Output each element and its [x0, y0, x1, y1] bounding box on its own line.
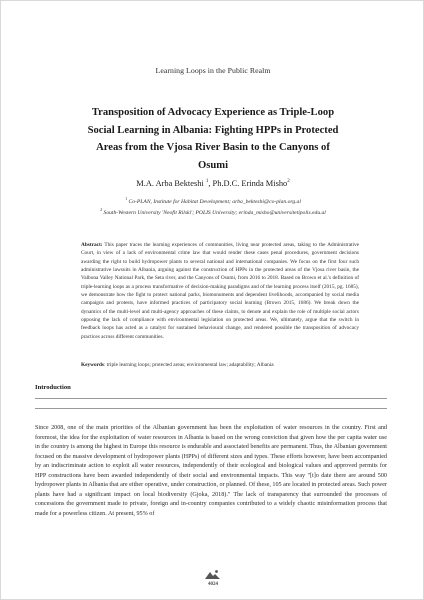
- affiliation-1: [1, 195, 424, 206]
- affiliation-1-text: Co-PLAN, Institute for Habitat Development; arba_bekteshi@co-plan.org.al: [128, 198, 301, 205]
- conference-logo-icon: [204, 569, 221, 580]
- author-2-superscript: 2: [287, 179, 290, 185]
- running-head: Learning Loops in the Public Realm: [155, 66, 271, 75]
- author-name-2: Ph.D.C. Erinda Misho: [212, 179, 288, 188]
- section-rule-bottom: [35, 408, 387, 409]
- keywords-text: : triple learning loops; protected areas; environmental law; adaptability; Albania: [103, 362, 274, 368]
- affiliation-2: [1, 206, 424, 217]
- author-separator: ,: [208, 179, 213, 188]
- introduction-paragraph: Since 2008, one of the main priorities of the Albanian government has been the exploitation of water resources in the country. First and foremost, the idea for the exploitation of water resources in Albania is based on the wrong conviction that given how the per capita water use in the country is among the highest in Europe this resource is endurable and associated benefits are permanent. Thus, the Albanian government focused on the massive development of hydropower plants (HPPs) of different sizes and types. These efforts however, have been accompanied by an indiscriminate action to exploit all water resources, independently of their ecological and biological values and approved permits for HPP constructions have been awarded independently of their social and environmental impacts. This way "[t]o date there are around 500 hydropower plants in Albania that are either operative, under construction, or planned. Of these, 105 are located in protected areas. Such power plants have had a significant impact on local biodiversity (Gjoka, 2018)." The lack of transparency that surrounded the processes of concessions the government made to private, foreign and in-country companies contributed to a widely chaotic misinformation process that made for a powerless citizen. At present, 95% of: [35, 425, 387, 517]
- section-rule-top: [35, 398, 387, 399]
- abstract-text: This paper traces the learning experiences of communities, living near protected areas, taking to the Administrative Court, in view of a lack of environmental crime law that would render these cases penal procedures, government decisions awarding the right to build hydropower plants to several national and international companies. We focus on the first four such administrative lawsuits in Albania, arguing against the construction of HPPs in the protected areas of the Vjosa river basin, the Valbona Valley National Park, the Seta river, and the Canyons of Osumi, from 2016 to 2018. Based on Brown et al.'s definition of triple-learning loops as a process transformative of decision-making paradigms and of the learning process itself (2015, pg. 1685), we demonstrate how the fight to protect national parks, biomonuments and dependent livelihoods, accompanied by social media campaigns and protests, have informed practices of participatory social learning (Brown 2015, 1686). We break down the dynamics of the multi-level and multi-agency approaches of these claims, to denote and explain the role of multiple social actors opposing the lack of compliance with environmental legislation on protected areas. We, ultimately, argue that the switch in feedback loops has acted as a catalyst for sustained behavioural change, and rendered possible the transposition of advocacy practices across different communities.: [81, 242, 359, 340]
- author-1-superscript: 1: [205, 179, 209, 185]
- affiliation-2-superscript: 2: [100, 207, 103, 213]
- affiliation-1-superscript: 1: [125, 196, 128, 201]
- keywords-label: Keywords: [81, 362, 104, 368]
- abstract-block: [81, 241, 359, 341]
- section-heading-introduction: Introduction: [35, 384, 71, 391]
- keywords-block: [81, 361, 359, 369]
- abstract-label: Abstract:: [81, 242, 103, 248]
- paper-title: Transposition of Advocacy Experience as Triple-Loop Social Learning in Albania: Fighting HPPs in Protected Areas from the Vjosa River Basin to the Canyons of Osumi: [87, 107, 339, 171]
- affiliations: [1, 195, 424, 218]
- affiliation-2-text: South-Western University 'Neofit Rilski'; POLIS University; erinda_misho@universitetipolis.edu.al: [103, 210, 326, 217]
- author-line: [1, 179, 424, 188]
- page-number: 4024: [208, 582, 218, 587]
- author-name-1: M.A. Arba Bekteshi: [136, 179, 204, 188]
